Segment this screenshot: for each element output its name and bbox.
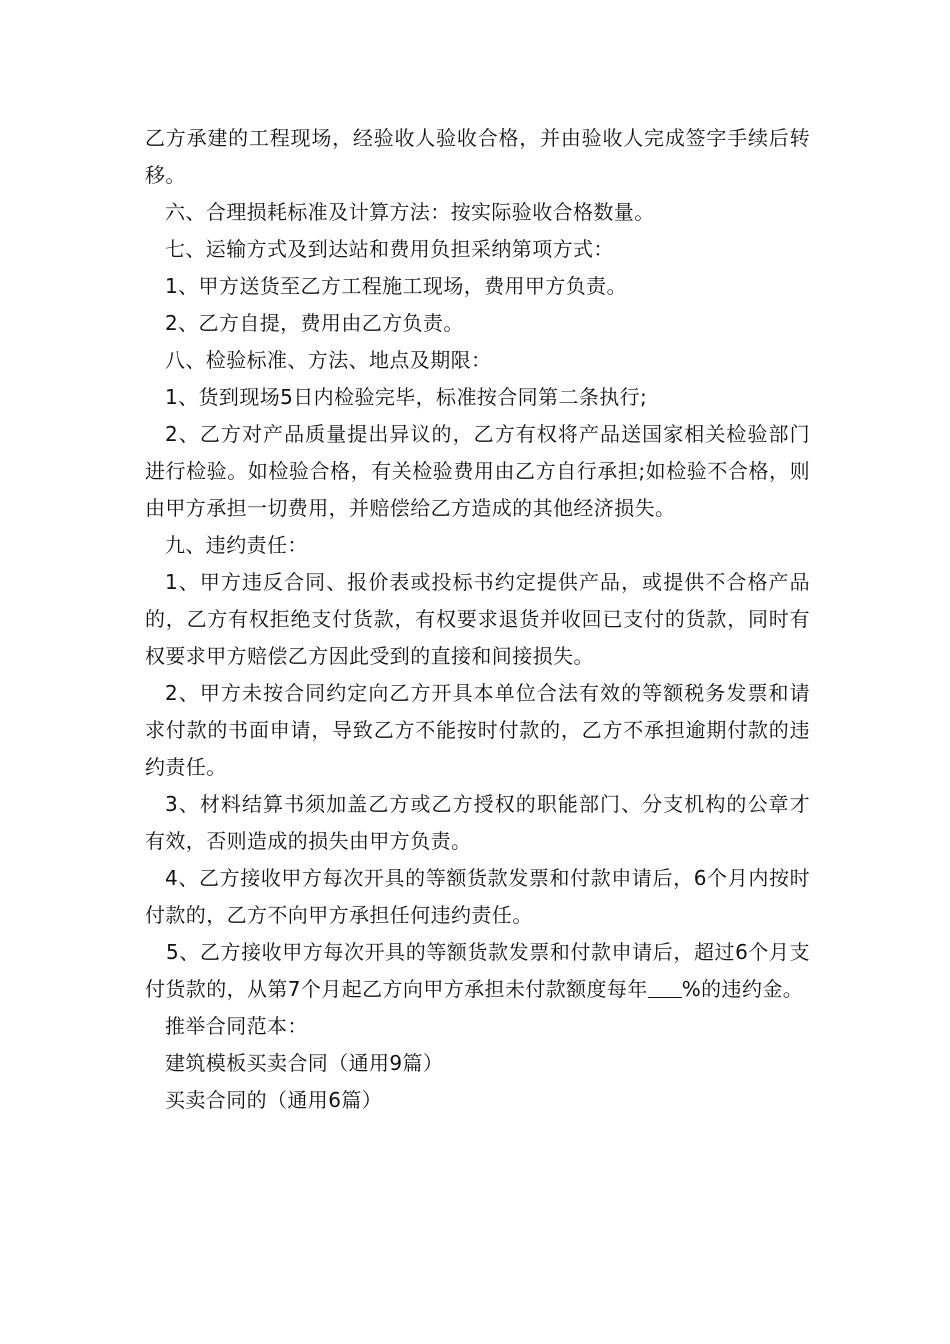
- paragraph-inspection-2: 2、乙方对产品质量提出异议的，乙方有权将产品送国家相关检验部门进行检验。如检验合格，有关检验费用由乙方自行承担;如检验不合格，则由甲方承担一切费用，并赔偿给乙方造成的其他经济损失。: [145, 422, 810, 520]
- paragraph-section-7: 七、运输方式及到达站和费用负担采纳第项方式：: [165, 237, 614, 261]
- paragraph-liability-2: 2、甲方未按合同约定向乙方开具本单位合法有效的等额税务发票和请求付款的书面申请，导致乙方不能按时付款的，乙方不承担逾期付款的违约责任。: [145, 681, 810, 779]
- paragraph-section-6: 六、合理损耗标准及计算方法：按实际验收合格数量。: [165, 200, 655, 224]
- paragraph-transport-1: 1、甲方送货至乙方工程施工现场，费用甲方负责。: [165, 274, 627, 298]
- recommended-template-2: 买卖合同的（通用6篇）: [165, 1088, 383, 1112]
- paragraph-section-9: 九、违约责任：: [165, 533, 308, 557]
- paragraph-recommended-templates: 推举合同范本：: [165, 1014, 308, 1038]
- paragraph-transport-2: 2、乙方自提，费用由乙方负责。: [165, 311, 464, 335]
- penalty-rate-blank: [648, 977, 682, 998]
- liability-5-text-before: 5、乙方接收甲方每次开具的等额货款发票和付款申请后，超过6个月支付货款的，从第7个月起乙方向甲方承担未付款额度每年: [145, 940, 810, 1001]
- paragraph-transfer-ownership: 乙方承建的工程现场，经验收人验收合格，并由验收人完成签字手续后转移。: [145, 126, 810, 187]
- paragraph-liability-3: 3、材料结算书须加盖乙方或乙方授权的职能部门、分支机构的公章才有效，否则造成的损失由甲方负责。: [145, 792, 810, 853]
- recommended-template-1: 建筑模板买卖合同（通用9篇）: [165, 1051, 444, 1075]
- paragraph-inspection-1: 1、货到现场5日内检验完毕，标准按合同第二条执行;: [165, 385, 648, 409]
- paragraph-section-8: 八、检验标准、方法、地点及期限：: [165, 348, 492, 372]
- paragraph-liability-1: 1、甲方违反合同、报价表或投标书约定提供产品，或提供不合格产品的，乙方有权拒绝支付货款，有权要求退货并收回已支付的货款，同时有权要求甲方赔偿乙方因此受到的直接和间接损失。: [145, 570, 810, 668]
- document-body: [145, 120, 810, 1119]
- paragraph-liability-5: [145, 934, 810, 1008]
- paragraph-liability-4: 4、乙方接收甲方每次开具的等额货款发票和付款申请后，6个月内按时付款的，乙方不向甲方承担任何违约责任。: [145, 866, 810, 927]
- liability-5-text-after: %的违约金。: [681, 977, 804, 1001]
